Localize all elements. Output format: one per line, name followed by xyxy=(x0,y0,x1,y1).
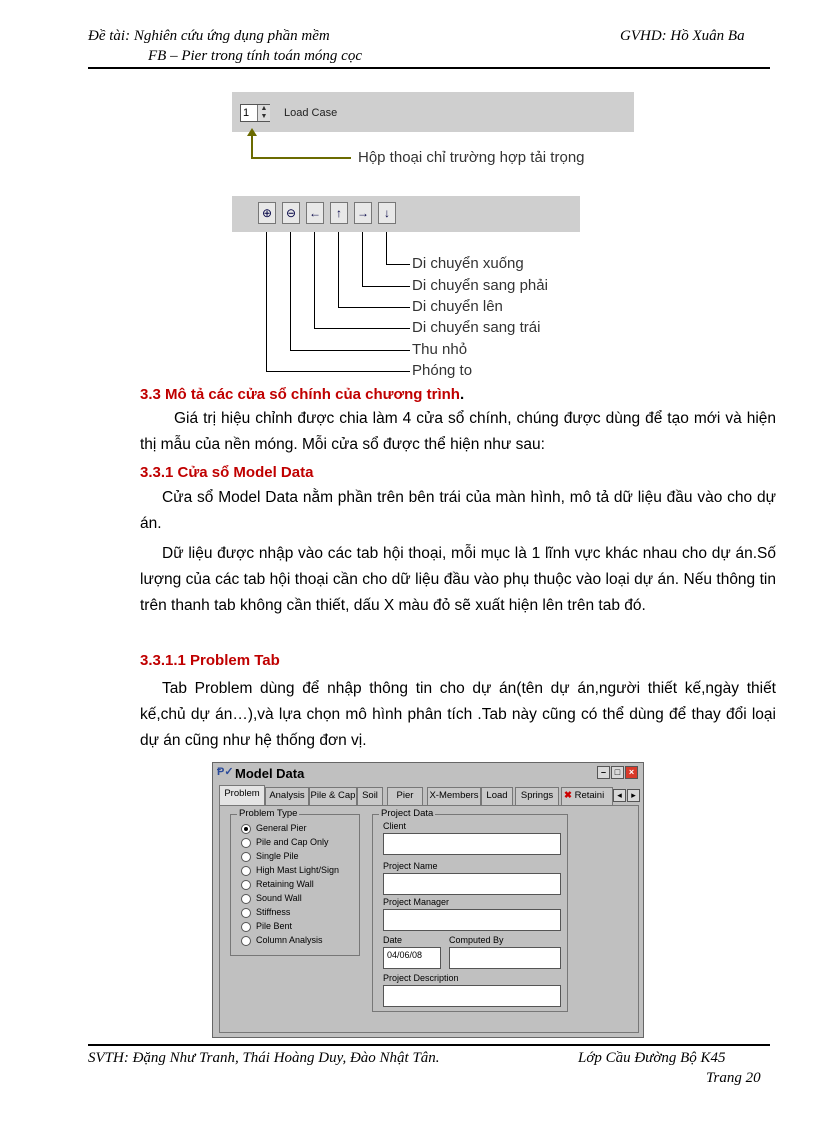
header-topic-line1: Đề tài: Nghiên cứu ứng dụng phần mềm xyxy=(88,28,330,44)
leader-line xyxy=(290,232,291,350)
project-data-group xyxy=(372,808,568,1012)
callout-line xyxy=(251,157,351,159)
figure-load-case xyxy=(232,92,634,176)
project-description-label: Project Description xyxy=(383,973,459,983)
footer-class: Lớp Cầu Đường Bộ K45 xyxy=(578,1050,726,1066)
section-3-3-title-end: . xyxy=(459,386,465,403)
load-case-spinner-value: 1 xyxy=(243,107,250,119)
load-case-caption: Hộp thoại chỉ trường hợp tải trọng xyxy=(358,149,585,166)
client-label: Client xyxy=(383,821,407,831)
project-manager-input[interactable] xyxy=(383,909,561,931)
radio-pile-and-cap[interactable]: Pile and Cap Only xyxy=(241,837,329,848)
callout-pan-down: Di chuyển xuống xyxy=(412,255,524,272)
date-input[interactable]: 04/06/08 xyxy=(383,947,441,969)
tab-load[interactable]: Load xyxy=(481,787,513,805)
zoom-in-icon[interactable]: ⊕ xyxy=(258,202,276,224)
load-case-spinner[interactable] xyxy=(240,104,270,122)
tab-problem[interactable]: Problem xyxy=(219,785,265,806)
date-label: Date xyxy=(383,935,403,945)
callout-pan-right: Di chuyển sang phải xyxy=(412,277,548,294)
section-3-3-title: 3.3 Mô tả các cửa sổ chính của chương trình xyxy=(140,386,460,403)
footer-authors: SVTH: Đặng Như Tranh, Thái Hoàng Duy, Đào Nhật Tân. xyxy=(88,1050,440,1066)
leader-line xyxy=(266,232,267,371)
model-data-window xyxy=(212,762,644,1038)
client-input[interactable] xyxy=(383,833,561,855)
problem-type-group xyxy=(230,808,360,956)
header-topic-line2: FB – Pier trong tính toán móng cọc xyxy=(148,48,362,64)
leader-line xyxy=(266,371,410,372)
tab-scroll-left-icon[interactable]: ◂ xyxy=(613,789,626,802)
section-3-3-1-title: 3.3.1 Cửa sổ Model Data xyxy=(140,464,314,481)
app-icon: Ᵽ✓ xyxy=(217,766,234,778)
load-case-toolbar xyxy=(232,92,634,132)
load-case-label: Load Case xyxy=(284,107,338,119)
leader-line xyxy=(362,232,363,286)
project-name-input[interactable] xyxy=(383,873,561,895)
close-icon[interactable]: × xyxy=(625,766,638,779)
callout-line xyxy=(251,136,253,158)
radio-high-mast[interactable]: High Mast Light/Sign xyxy=(241,865,339,876)
tab-analysis[interactable]: Analysis xyxy=(265,787,309,805)
tab-pier[interactable]: Pier xyxy=(387,787,423,805)
project-description-input[interactable] xyxy=(383,985,561,1007)
footer-rule xyxy=(88,1044,770,1046)
pan-right-icon[interactable]: → xyxy=(354,202,372,224)
leader-line xyxy=(338,232,339,307)
radio-retaining-wall[interactable]: Retaining Wall xyxy=(241,879,314,890)
callout-zoom-out: Thu nhỏ xyxy=(412,341,468,358)
tab-x-members[interactable]: X-Members xyxy=(427,787,481,805)
tab-pile-cap[interactable]: Pile & Cap xyxy=(309,787,357,805)
radio-column-analysis[interactable]: Column Analysis xyxy=(241,935,323,946)
radio-single-pile[interactable]: Single Pile xyxy=(241,851,299,862)
zoom-out-icon[interactable]: ⊖ xyxy=(282,202,300,224)
tab-soil[interactable]: Soil xyxy=(357,787,383,805)
leader-line xyxy=(314,232,315,328)
leader-line xyxy=(386,232,387,264)
section-3-3-paragraph: Giá trị hiệu chỉnh được chia làm 4 cửa sổ chính, chúng được dùng để tạo mới và hiện thị mẫu của nền móng. Mỗi cửa sổ được thể hiện như sau: xyxy=(140,410,776,453)
radio-stiffness[interactable]: Stiffness xyxy=(241,907,290,918)
radio-pile-bent[interactable]: Pile Bent xyxy=(241,921,292,932)
tab-retaining[interactable] xyxy=(561,787,613,805)
section-3-3-1-1-title: 3.3.1.1 Problem Tab xyxy=(140,652,280,669)
section-3-3-1-paragraph-2: Dữ liệu được nhập vào các tab hội thoại, mỗi mục là 1 lĩnh vực khác nhau cho dự án.Số lượng của các tab hội thoại cần cho dữ liệu đầu vào phụ thuộc vào loại dự án. Nếu thông tin trên thanh tab không cần thiết, dấu X màu đỏ sẽ xuất hiện lên trên tab đó. xyxy=(140,545,776,614)
callout-zoom-in: Phóng to xyxy=(412,362,473,379)
section-3-3-1-1-paragraph: Tab Problem dùng để nhập thông tin cho dự án(tên dự án,người thiết kế,ngày thiết kế,chủ dự án…),và lựa chọn mô hình phân tích .Tab này cũng có thể dùng để thay đổi loại dự án cũng như hệ thống đơn vị. xyxy=(140,680,776,749)
footer-page-number: Trang 20 xyxy=(706,1070,761,1086)
tab-retaining-label: Retaini xyxy=(574,790,605,801)
radio-general-pier[interactable]: General Pier xyxy=(241,823,307,834)
leader-line xyxy=(290,350,410,351)
project-name-label: Project Name xyxy=(383,861,438,871)
computed-by-input[interactable] xyxy=(449,947,561,969)
spinner-arrows-icon[interactable]: ▲ ▼ xyxy=(257,105,270,121)
red-x-icon: ✖ xyxy=(564,790,572,801)
radio-sound-wall[interactable]: Sound Wall xyxy=(241,893,302,904)
tab-springs[interactable]: Springs xyxy=(515,787,559,805)
minimize-icon[interactable]: – xyxy=(597,766,610,779)
callout-arrow-icon xyxy=(247,128,257,136)
leader-line xyxy=(314,328,410,329)
callout-pan-left: Di chuyển sang trái xyxy=(412,319,541,336)
leader-line xyxy=(338,307,410,308)
problem-tab-panel xyxy=(219,805,639,1033)
tab-scroll-right-icon[interactable]: ▸ xyxy=(627,789,640,802)
window-title: Model Data xyxy=(235,766,305,781)
leader-line xyxy=(386,264,410,265)
leader-line xyxy=(362,286,410,287)
figure-view-toolbar xyxy=(232,196,580,380)
header-advisor: GVHD: Hồ Xuân Ba xyxy=(620,28,745,44)
view-toolbar xyxy=(232,196,580,232)
pan-up-icon[interactable]: ↑ xyxy=(330,202,348,224)
problem-type-label: Problem Type xyxy=(239,808,298,819)
project-data-label: Project Data xyxy=(381,808,434,819)
pan-down-icon[interactable]: ↓ xyxy=(378,202,396,224)
project-manager-label: Project Manager xyxy=(383,897,450,907)
callout-pan-up: Di chuyển lên xyxy=(412,298,503,315)
pan-left-icon[interactable]: ← xyxy=(306,202,324,224)
window-titlebar[interactable] xyxy=(213,763,643,783)
header-rule xyxy=(88,67,770,69)
maximize-icon[interactable]: □ xyxy=(611,766,624,779)
section-3-3-heading xyxy=(140,386,464,404)
computed-by-label: Computed By xyxy=(449,935,504,945)
section-3-3-1-paragraph-1: Cửa sổ Model Data nằm phần trên bên trái của màn hình, mô tả dữ liệu đầu vào cho dự án. xyxy=(140,489,776,532)
